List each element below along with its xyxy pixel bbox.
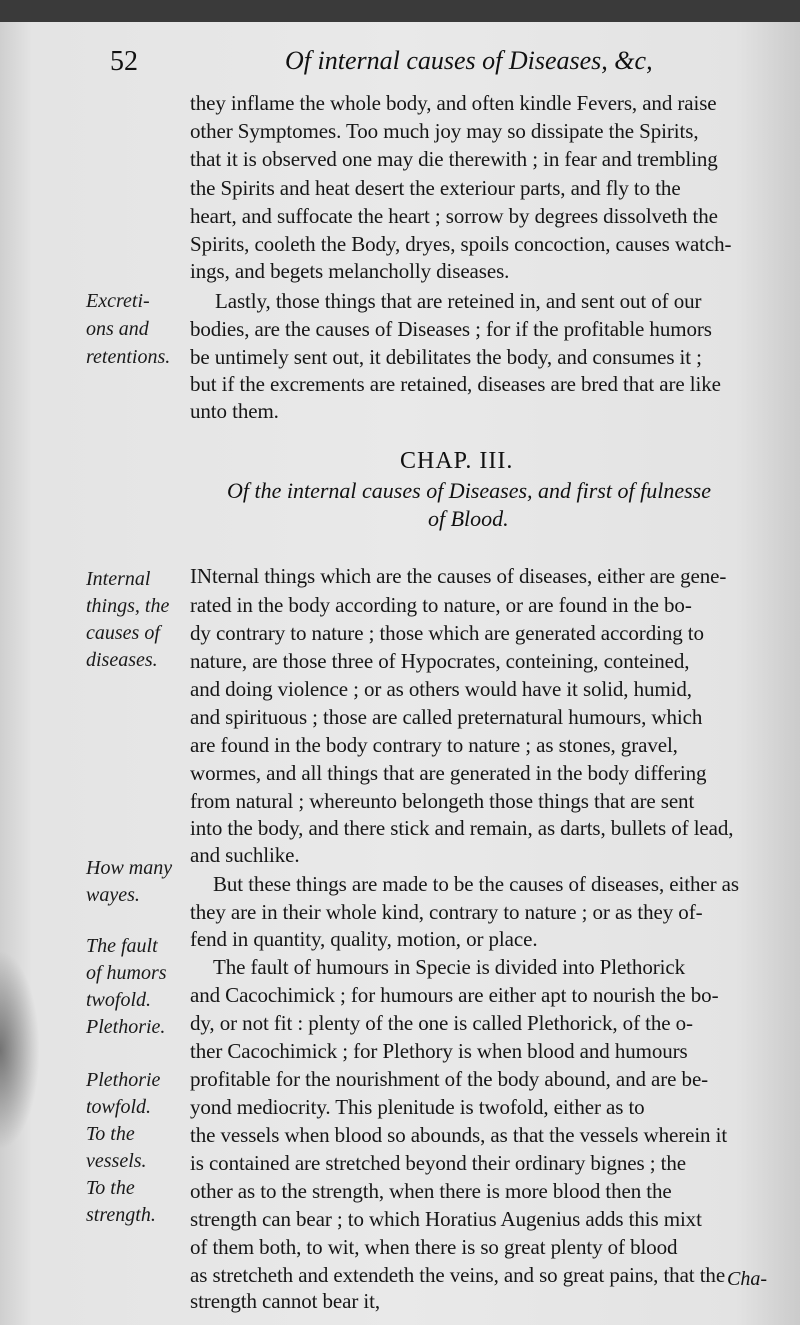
body-line: heart, and suffocate the heart ; sorrow by degrees dissolveth the [190,204,718,228]
body-line: and suchlike. [190,843,300,867]
body-line: unto them. [190,399,279,423]
body-line: profitable for the nourishment of the body abound, and are be- [190,1067,709,1091]
running-title: Of internal causes of Diseases, &c, [285,46,653,75]
margin-note: ons and [86,318,149,340]
page-number: 52 [110,46,138,77]
margin-note: retentions. [86,346,171,368]
body-line: dy, or not fit : plenty of the one is called Plethorick, of the o- [190,1011,693,1035]
body-line: and Cacochimick ; for humours are either apt to nourish the bo- [190,983,719,1007]
margin-note: wayes. [86,884,140,906]
margin-note: The fault [86,935,158,957]
body-line: nature, are those three of Hypocrates, conteining, conteined, [190,649,690,673]
body-line: fend in quantity, quality, motion, or place. [190,927,538,951]
body-line: and doing violence ; or as others would have it solid, humid, [190,677,692,701]
body-line: bodies, are the causes of Diseases ; for if the profitable humors [190,317,712,341]
chapter-title-cont: of Blood. [428,506,509,531]
catchword: Cha- [727,1268,767,1290]
body-line: they are in their whole kind, contrary to nature ; or as they of- [190,900,703,924]
margin-note: twofold. [86,989,152,1011]
margin-note: Excreti- [86,290,150,312]
body-line: the Spirits and heat desert the exteriour parts, and fly to the [190,176,681,200]
body-line: strength can bear ; to which Horatius Augenius adds this mixt [190,1207,702,1231]
body-line: are found in the body contrary to nature ; as stones, gravel, [190,733,678,757]
body-line: wormes, and all things that are generated in the body differing [190,761,707,785]
chapter-heading: CHAP. III. [400,448,514,474]
scan-edge [0,0,800,22]
margin-note: towfold. [86,1096,152,1118]
body-line: that it is observed one may die therewith ; in fear and trembling [190,147,718,171]
body-line: rated in the body according to nature, or are found in the bo- [190,593,692,617]
body-line: But these things are made to be the causes of diseases, either as [213,872,739,896]
body-line: yond mediocrity. This plenitude is twofold, either as to [190,1095,645,1119]
body-line: be untimely sent out, it debilitates the body, and consumes it ; [190,345,702,369]
body-line: ings, and begets melancholly diseases. [190,259,510,283]
body-line: into the body, and there stick and remain, as darts, bullets of lead, [190,816,734,840]
margin-note: Internal [86,568,151,590]
body-line: and spirituous ; those are called preternatural humours, which [190,705,703,729]
margin-note: To the [86,1123,135,1145]
body-line: ther Cacochimick ; for Plethory is when blood and humours [190,1039,688,1063]
margin-note: Plethorie. [86,1016,166,1038]
body-line: strength cannot bear it, [190,1289,381,1313]
margin-note: Plethorie [86,1069,161,1091]
margin-note: To the [86,1177,135,1199]
body-line: other Symptomes. Too much joy may so dissipate the Spirits, [190,119,699,143]
body-line: the vessels when blood so abounds, as that the vessels wherein it [190,1123,728,1147]
body-line: Lastly, those things that are reteined in, and sent out of our [215,289,702,313]
body-line: other as to the strength, when there is more blood then the [190,1179,672,1203]
margin-note: things, the [86,595,170,617]
body-line: dy contrary to nature ; those which are generated according to [190,621,704,645]
margin-note: of humors [86,962,167,984]
body-line: as stretcheth and extendeth the veins, and so great pains, that the [190,1263,726,1287]
body-line: but if the excrements are retained, diseases are bred that are like [190,372,721,396]
margin-note: diseases. [86,649,158,671]
body-line: The fault of humours in Specie is divided into Plethorick [213,955,685,979]
margin-note: causes of [86,622,160,644]
margin-note: How many [86,857,173,879]
chapter-title: Of the internal causes of Diseases, and first of fulnesse [227,478,711,503]
margin-note: strength. [86,1204,156,1226]
body-line: from natural ; whereunto belongeth those things that are sent [190,789,695,813]
ink-stain [0,950,40,1150]
body-line: of them both, to wit, when there is so great plenty of blood [190,1235,678,1259]
body-line: they inflame the whole body, and often kindle Fevers, and raise [190,91,717,115]
body-line: Spirits, cooleth the Body, dryes, spoils concoction, causes watch- [190,232,732,256]
body-line: is contained are stretched beyond their ordinary bignes ; the [190,1151,686,1175]
body-line: INternal things which are the causes of diseases, either are gene- [190,564,727,588]
margin-note: vessels. [86,1150,147,1172]
